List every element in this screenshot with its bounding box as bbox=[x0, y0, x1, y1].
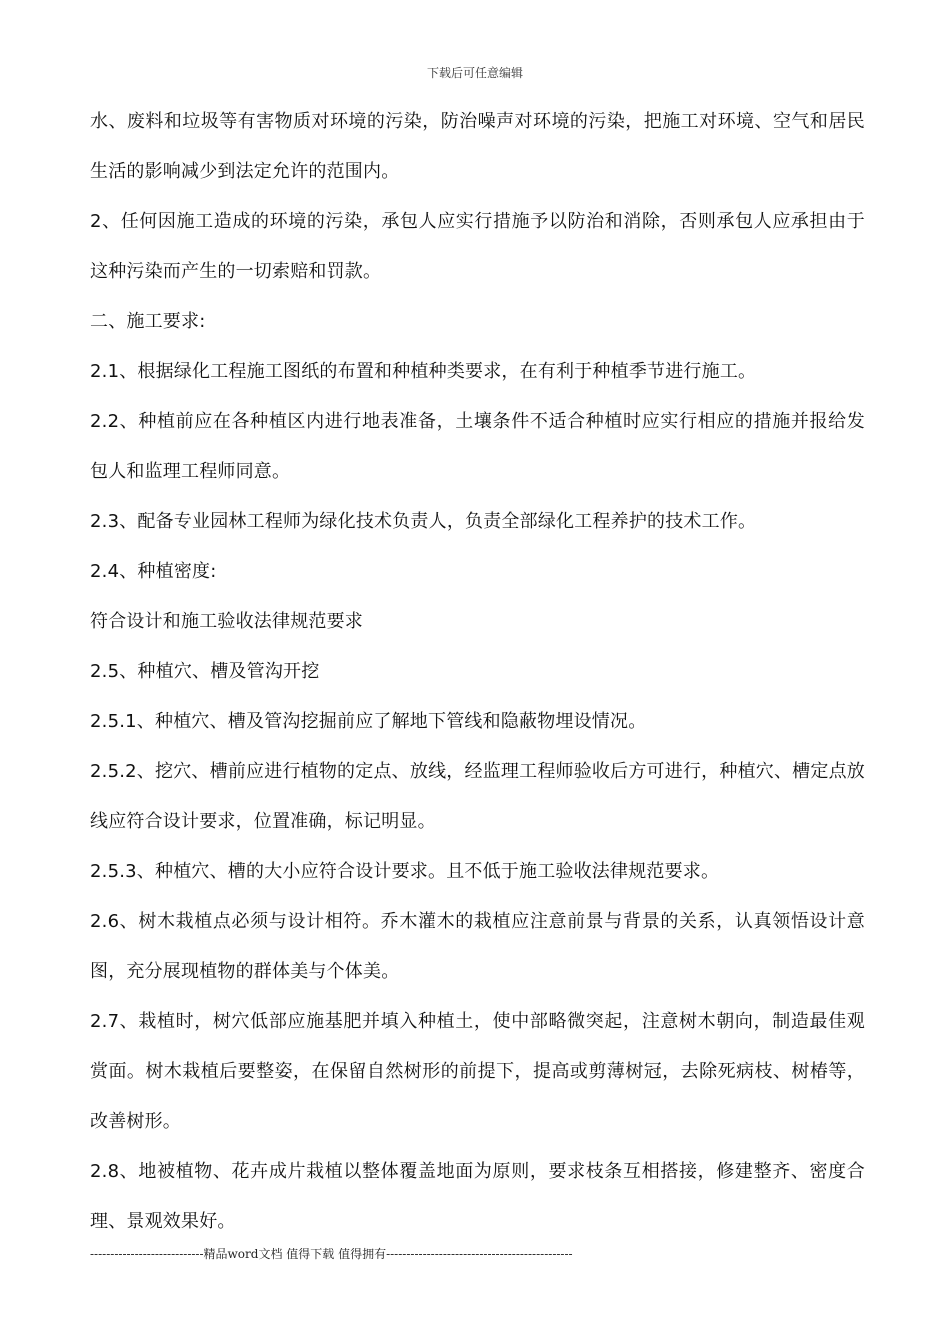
paragraph: 符合设计和施工验收法律规范要求 bbox=[90, 611, 363, 632]
paragraph: 2.2、种植前应在各种植区内进行地表准备，土壤条件不适合种植时应实行相应的措施并报给发包人和监理工程师同意。 bbox=[90, 411, 865, 482]
section-heading: 二、施工要求: bbox=[90, 311, 206, 332]
paragraph: 2.5.3、种植穴、槽的大小应符合设计要求。且不低于施工验收法律规范要求。 bbox=[90, 861, 720, 882]
paragraph: 2.5、种植穴、槽及管沟开挖 bbox=[90, 661, 320, 682]
paragraph: 2.4、种植密度: bbox=[90, 561, 217, 582]
footer-note: ----------------------------精品word文档 值得下载 值得拥有---------------------------------------------- bbox=[90, 1247, 573, 1261]
paragraph: 2.5.2、挖穴、槽前应进行植物的定点、放线，经监理工程师验收后方可进行，种植穴、槽定点放线应符合设计要求，位置准确，标记明显。 bbox=[90, 761, 865, 832]
paragraph: 2.3、配备专业园林工程师为绿化技术负责人，负责全部绿化工程养护的技术工作。 bbox=[90, 511, 757, 532]
paragraph: 水、废料和垃圾等有害物质对环境的污染，防治噪声对环境的污染，把施工对环境、空气和居民生活的影响减少到法定允许的范围内。 bbox=[90, 111, 865, 182]
header-note: 下载后可任意编辑 bbox=[426, 66, 523, 80]
paragraph: 2.7、栽植时，树穴低部应施基肥并填入种植土，使中部略微突起，注意树木朝向，制造最佳观赏面。树木栽植后要整姿，在保留自然树形的前提下，提高或剪薄树冠，去除死病枝、树椿等，改善树形。 bbox=[90, 1011, 865, 1132]
paragraph: 2.6、树木栽植点必须与设计相符。乔木灌木的栽植应注意前景与背景的关系，认真领悟设计意图，充分展现植物的群体美与个体美。 bbox=[90, 911, 865, 982]
paragraph: 2.1、根据绿化工程施工图纸的布置和种植种类要求，在有利于种植季节进行施工。 bbox=[90, 361, 757, 382]
paragraph: 2.5.1、种植穴、槽及管沟挖掘前应了解地下管线和隐蔽物埋设情况。 bbox=[90, 711, 647, 732]
document-body bbox=[90, 97, 865, 1247]
paragraph: 2.8、地被植物、花卉成片栽植以整体覆盖地面为原则，要求枝条互相搭接，修建整齐、密度合理、景观效果好。 bbox=[90, 1161, 865, 1232]
paragraph: 2、任何因施工造成的环境的污染，承包人应实行措施予以防治和消除，否则承包人应承担由于这种污染而产生的一切索赔和罚款。 bbox=[90, 211, 865, 282]
